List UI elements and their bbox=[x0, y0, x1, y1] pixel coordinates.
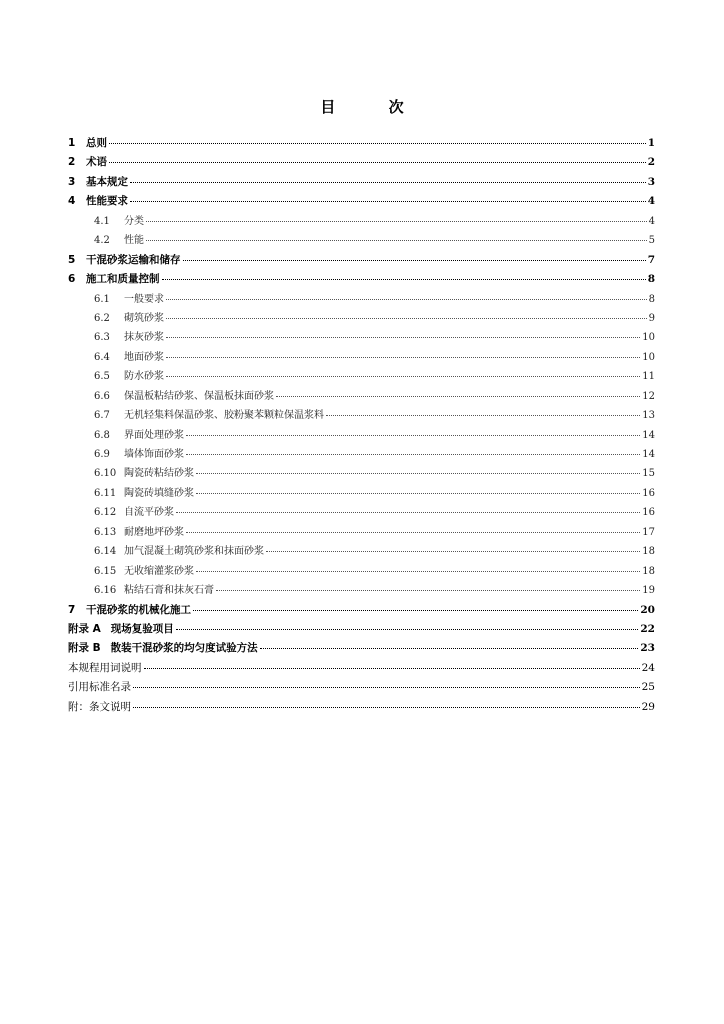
toc-dot-leader bbox=[276, 396, 640, 397]
toc-dot-leader bbox=[193, 610, 638, 611]
toc-entry[interactable] bbox=[68, 426, 655, 445]
toc-entry-label: 性能要求 bbox=[86, 195, 128, 208]
toc-entry[interactable] bbox=[68, 387, 655, 406]
toc-entry[interactable] bbox=[68, 153, 655, 172]
table-of-contents bbox=[68, 134, 655, 717]
toc-entry-number: 附录 A bbox=[68, 622, 101, 635]
toc-entry-label: 分类 bbox=[124, 215, 144, 227]
toc-entry[interactable] bbox=[68, 231, 655, 250]
toc-entry-label: 总则 bbox=[86, 137, 107, 149]
toc-entry-number: 6.11 bbox=[94, 487, 117, 499]
toc-dot-leader bbox=[166, 376, 640, 377]
toc-entry-label: 性能 bbox=[124, 235, 144, 247]
toc-entry[interactable] bbox=[68, 562, 655, 581]
toc-entry[interactable] bbox=[68, 542, 655, 561]
toc-entry-number: 附录 B bbox=[68, 642, 101, 655]
toc-entry-label: 引用标准名录 bbox=[68, 681, 131, 694]
toc-entry-page: 16 bbox=[642, 507, 655, 519]
toc-entry-label: 散装干混砂浆的均匀度试验方法 bbox=[110, 642, 258, 655]
toc-entry-number: 6.9 bbox=[94, 449, 110, 460]
toc-entry[interactable] bbox=[68, 406, 655, 425]
toc-entry-label: 附：条文说明 bbox=[68, 700, 131, 713]
toc-dot-leader bbox=[109, 162, 646, 163]
toc-entry-label: 地面砂浆 bbox=[124, 351, 164, 363]
toc-dot-leader bbox=[196, 571, 640, 572]
toc-entry-number: 6.12 bbox=[94, 507, 117, 519]
toc-entry[interactable] bbox=[68, 328, 655, 347]
toc-dot-leader bbox=[196, 493, 640, 494]
toc-entry-number: 6.2 bbox=[94, 312, 110, 324]
toc-entry-page: 9 bbox=[648, 312, 655, 324]
toc-dot-leader bbox=[186, 435, 640, 436]
toc-entry-page: 5 bbox=[648, 235, 655, 247]
toc-entry-number: 6 bbox=[68, 273, 76, 286]
toc-dot-leader bbox=[196, 473, 640, 474]
toc-dot-leader bbox=[183, 260, 646, 261]
toc-entry-number: 6.4 bbox=[94, 351, 110, 363]
toc-entry[interactable] bbox=[68, 251, 655, 270]
toc-entry-number: 6.7 bbox=[94, 410, 110, 422]
toc-entry-page: 10 bbox=[642, 351, 655, 363]
toc-entry[interactable] bbox=[68, 290, 655, 309]
toc-entry[interactable] bbox=[68, 484, 655, 503]
toc-dot-leader bbox=[146, 240, 647, 241]
toc-entry[interactable] bbox=[68, 601, 655, 620]
toc-entry[interactable] bbox=[68, 620, 655, 639]
toc-entry[interactable] bbox=[68, 173, 655, 192]
toc-dot-leader bbox=[162, 279, 646, 280]
toc-entry[interactable] bbox=[68, 309, 655, 328]
toc-dot-leader bbox=[133, 687, 640, 688]
toc-entry-label: 干混砂浆运输和储存 bbox=[86, 253, 181, 266]
toc-entry[interactable] bbox=[68, 464, 655, 483]
toc-entry-number: 6.15 bbox=[94, 565, 117, 577]
toc-entry-page: 17 bbox=[642, 526, 655, 538]
toc-entry-number: 6.14 bbox=[94, 546, 117, 558]
toc-dot-leader bbox=[260, 648, 639, 649]
toc-entry-number: 6.8 bbox=[94, 429, 110, 441]
toc-dot-leader bbox=[130, 182, 646, 183]
toc-entry-number: 6.1 bbox=[94, 293, 110, 305]
toc-entry-label: 一般要求 bbox=[124, 293, 164, 305]
toc-entry-page: 7 bbox=[647, 253, 655, 266]
toc-entry[interactable] bbox=[68, 659, 655, 678]
toc-entry-number: 7 bbox=[68, 603, 76, 616]
toc-dot-leader bbox=[186, 454, 640, 455]
toc-entry-page: 15 bbox=[642, 468, 655, 480]
toc-entry-label: 干混砂浆的机械化施工 bbox=[86, 603, 191, 616]
toc-entry-label: 术语 bbox=[86, 156, 107, 169]
toc-dot-leader bbox=[109, 143, 646, 144]
toc-entry-number: 6.16 bbox=[94, 585, 117, 597]
toc-entry-number: 6.5 bbox=[94, 371, 110, 383]
toc-entry-page: 29 bbox=[641, 700, 655, 713]
toc-entry-page: 24 bbox=[641, 661, 655, 674]
toc-dot-leader bbox=[133, 707, 640, 708]
toc-entry-page: 12 bbox=[642, 390, 655, 402]
toc-entry-page: 2 bbox=[647, 156, 655, 169]
toc-entry-page: 3 bbox=[647, 175, 655, 188]
toc-entry-page: 11 bbox=[642, 371, 655, 383]
toc-entry-page: 16 bbox=[642, 487, 655, 499]
toc-dot-leader bbox=[326, 415, 640, 416]
toc-entry-label: 耐磨地坪砂浆 bbox=[124, 526, 184, 538]
toc-dot-leader bbox=[166, 318, 647, 319]
toc-entry-page: 10 bbox=[642, 332, 655, 344]
toc-entry-label: 现场复验项目 bbox=[110, 622, 174, 635]
toc-entry-label: 基本规定 bbox=[86, 175, 128, 188]
toc-entry-page: 4 bbox=[648, 215, 655, 227]
toc-entry-page: 14 bbox=[642, 429, 655, 441]
toc-entry[interactable] bbox=[68, 212, 655, 231]
toc-dot-leader bbox=[176, 629, 639, 630]
toc-dot-leader bbox=[186, 532, 640, 533]
toc-dot-leader bbox=[130, 201, 646, 202]
toc-entry-page: 23 bbox=[640, 642, 655, 655]
toc-entry-label: 陶瓷砖填缝砂浆 bbox=[124, 487, 194, 499]
toc-entry-label: 加气混凝土砌筑砂浆和抹面砂浆 bbox=[124, 546, 264, 558]
toc-dot-leader bbox=[266, 551, 640, 552]
toc-entry[interactable] bbox=[68, 134, 655, 153]
toc-entry-page: 25 bbox=[641, 681, 655, 694]
toc-entry[interactable] bbox=[68, 192, 655, 211]
toc-entry[interactable] bbox=[68, 523, 655, 542]
toc-entry-number: 4.2 bbox=[94, 235, 110, 247]
toc-entry[interactable] bbox=[68, 503, 655, 522]
toc-entry-label: 施工和质量控制 bbox=[86, 273, 160, 286]
toc-entry[interactable] bbox=[68, 639, 655, 658]
toc-dot-leader bbox=[166, 357, 640, 358]
toc-entry-label: 无收缩灌浆砂浆 bbox=[124, 565, 194, 577]
toc-entry-number: 3 bbox=[68, 175, 76, 188]
toc-entry-number: 6.10 bbox=[94, 468, 117, 480]
toc-entry-label: 本规程用词说明 bbox=[68, 661, 142, 674]
toc-entry-page: 22 bbox=[640, 622, 655, 635]
toc-entry-page: 14 bbox=[642, 449, 655, 460]
page-title: 目 次 bbox=[320, 98, 428, 116]
toc-entry-page: 13 bbox=[642, 410, 655, 422]
toc-entry-page: 4 bbox=[647, 195, 655, 208]
toc-entry-number: 1 bbox=[68, 137, 76, 149]
toc-entry-label: 砌筑砂浆 bbox=[124, 312, 164, 324]
toc-entry-number: 6.6 bbox=[94, 390, 110, 402]
toc-dot-leader bbox=[166, 299, 647, 300]
toc-entry-number: 5 bbox=[68, 253, 76, 266]
toc-dot-leader bbox=[216, 590, 640, 591]
toc-entry-label: 陶瓷砖粘结砂浆 bbox=[124, 468, 194, 480]
toc-entry-page: 18 bbox=[642, 565, 655, 577]
toc-entry-label: 无机轻集料保温砂浆、胶粉聚苯颗粒保温浆料 bbox=[124, 410, 324, 422]
toc-dot-leader bbox=[144, 668, 640, 669]
toc-entry[interactable] bbox=[68, 698, 655, 717]
toc-entry-number: 4.1 bbox=[94, 215, 110, 227]
toc-entry-label: 墙体饰面砂浆 bbox=[124, 449, 184, 460]
toc-entry-page: 20 bbox=[640, 603, 655, 616]
toc-entry-label: 抹灰砂浆 bbox=[124, 332, 164, 344]
toc-entry-label: 自流平砂浆 bbox=[124, 507, 174, 519]
toc-entry[interactable] bbox=[68, 678, 655, 697]
toc-entry-page: 8 bbox=[648, 293, 655, 305]
toc-entry-page: 8 bbox=[647, 273, 655, 286]
toc-entry[interactable] bbox=[68, 367, 655, 386]
toc-entry-label: 防水砂浆 bbox=[124, 371, 164, 383]
toc-dot-leader bbox=[166, 337, 640, 338]
toc-entry[interactable] bbox=[68, 348, 655, 367]
toc-entry-number: 4 bbox=[68, 195, 76, 208]
toc-entry-label: 保温板粘结砂浆、保温板抹面砂浆 bbox=[124, 390, 274, 402]
toc-entry-page: 1 bbox=[647, 137, 655, 149]
toc-entry-page: 19 bbox=[642, 585, 655, 597]
toc-entry-number: 2 bbox=[68, 156, 76, 169]
toc-entry[interactable] bbox=[68, 270, 655, 289]
toc-dot-leader bbox=[146, 221, 647, 222]
toc-entry-label: 粘结石膏和抹灰石膏 bbox=[124, 585, 214, 597]
toc-entry-number: 6.13 bbox=[94, 526, 117, 538]
toc-entry[interactable] bbox=[68, 445, 655, 464]
toc-entry-number: 6.3 bbox=[94, 332, 110, 344]
toc-entry[interactable] bbox=[68, 581, 655, 600]
toc-entry-page: 18 bbox=[642, 546, 655, 558]
toc-entry-label: 界面处理砂浆 bbox=[124, 429, 184, 441]
toc-dot-leader bbox=[176, 512, 640, 513]
